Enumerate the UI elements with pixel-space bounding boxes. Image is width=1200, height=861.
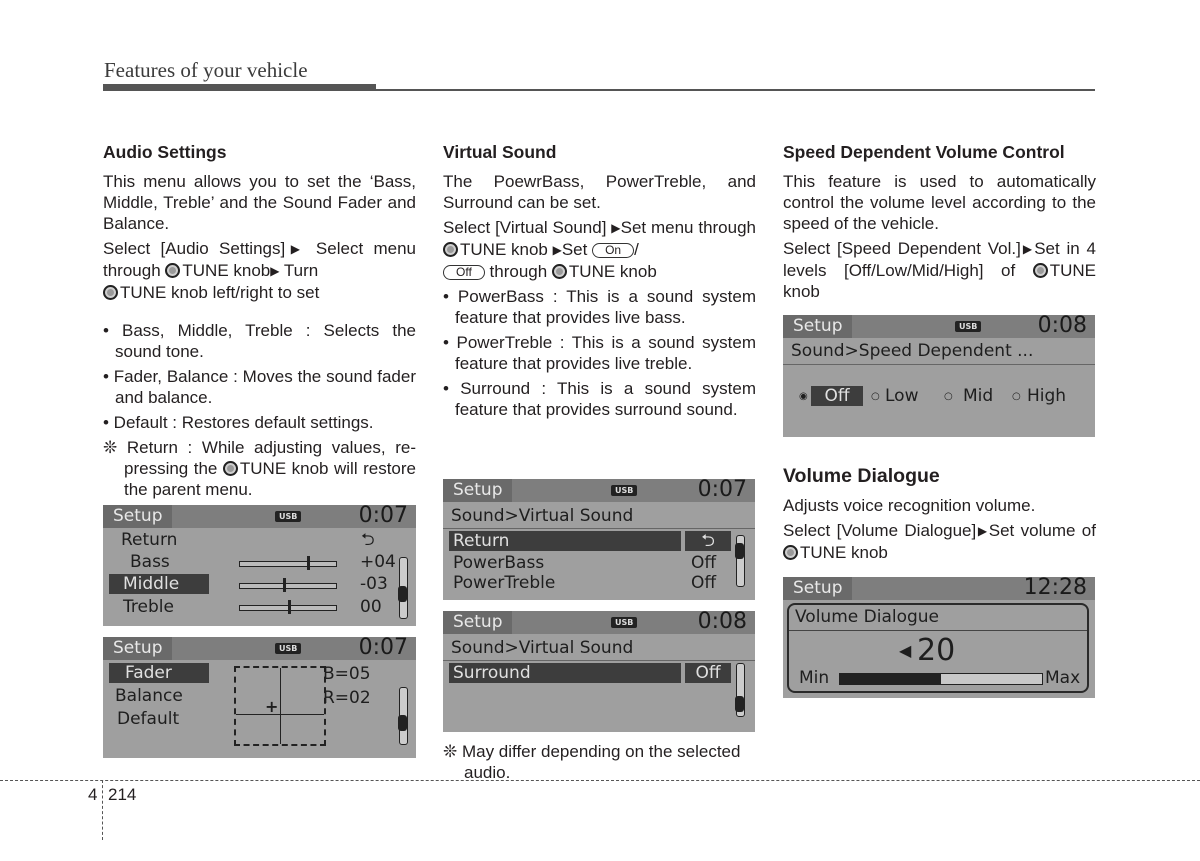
middle-value: -03 <box>360 574 388 594</box>
middle-slider[interactable] <box>239 583 337 589</box>
page-header-title: Features of your vehicle <box>104 58 308 82</box>
screen-time: 0:07 <box>697 479 747 502</box>
speed-volume-intro: This feature is used to automatically control the volume level according to the speed of the vehicle. <box>783 172 1096 233</box>
menu-item-default[interactable]: Default <box>117 709 180 729</box>
heading-speed-dependent-volume: Speed Dependent Volume Control <box>783 142 1065 162</box>
option-mid[interactable]: Mid <box>963 386 994 406</box>
column-audio-settings <box>103 141 416 500</box>
bullet-default: • Default : Restores default settings. <box>103 413 374 432</box>
bullet-powertreble: • PowerTreble : This is a sound system feature that provides live treble. <box>443 333 756 373</box>
usb-badge: USB <box>955 321 981 332</box>
note-differ: ❊ May differ depending on the selected audio. <box>443 742 741 782</box>
max-label: Max <box>1045 668 1081 688</box>
screen-volume-dialogue <box>783 577 1095 698</box>
usb-badge: USB <box>611 617 637 628</box>
header-rule <box>376 89 1095 91</box>
menu-path: Sound>Virtual Sound <box>451 506 634 526</box>
screen-audio-settings-1 <box>103 505 416 626</box>
bass-slider[interactable] <box>239 561 337 567</box>
menu-item-balance[interactable]: Balance <box>115 686 183 706</box>
bullet-fader-balance: • Fader, Balance : Moves the sound fader and balance. <box>103 367 416 407</box>
menu-item-surround[interactable]: Surround <box>449 663 681 683</box>
page-number: 214 <box>108 785 137 804</box>
treble-slider[interactable] <box>239 605 337 611</box>
menu-item-bass[interactable]: Bass <box>130 552 170 572</box>
screen-time: 12:28 <box>1023 577 1087 600</box>
fader-balance-grid[interactable] <box>234 666 326 746</box>
scrollbar[interactable] <box>399 557 408 619</box>
radio-icon: ○ <box>871 391 880 402</box>
volume-slider[interactable] <box>839 673 1043 685</box>
usb-badge: USB <box>611 485 637 496</box>
screen-time: 0:08 <box>1037 315 1087 338</box>
arrow-right-icon: ▶ <box>1020 242 1035 256</box>
option-low[interactable]: Low <box>885 386 919 406</box>
scroll-thumb[interactable] <box>735 696 744 712</box>
screen-time: 0:07 <box>358 505 408 528</box>
menu-item-powerbass[interactable]: PowerBass <box>453 553 545 573</box>
arrow-right-icon: ▶ <box>552 243 562 257</box>
menu-item-return[interactable]: Return <box>121 530 178 550</box>
note-return: ❊ Return : While adjusting values, re-pressing the TUNE knob will restore the parent menu. <box>103 438 416 499</box>
speaker-icon: ◀ <box>899 641 912 660</box>
screen-title: Setup <box>103 637 172 660</box>
powertreble-value: Off <box>691 573 717 593</box>
surround-value: Off <box>685 663 731 683</box>
radio-icon: ○ <box>944 391 953 402</box>
audio-intro: This menu allows you to set the ‘Bass, Middle, Treble’ and the Sound Fader and Balance. <box>103 172 416 233</box>
bullet-powerbass: • PowerBass : This is a sound system feature that provides live bass. <box>443 287 756 327</box>
arrow-right-icon: ▶ <box>611 221 621 235</box>
scroll-thumb[interactable] <box>398 586 407 602</box>
header-bar <box>103 84 376 91</box>
screen-audio-settings-2 <box>103 637 416 758</box>
option-high[interactable]: High <box>1027 386 1067 406</box>
screen-title: Setup <box>443 611 512 634</box>
bullet-bass-middle-treble: • Bass, Middle, Treble : Selects the sound tone. <box>103 321 416 361</box>
menu-item-fader[interactable]: Fader <box>109 663 209 683</box>
volume-dialogue-panel <box>787 603 1089 693</box>
tune-knob-icon <box>783 545 798 560</box>
audio-select-instructions: Select [Audio Settings]▶ Select menu through TUNE knob▶ Turn TUNE knob left/right to set <box>103 239 416 302</box>
chapter-number: 4 <box>88 785 98 804</box>
speed-volume-select-instructions: Select [Speed Dependent Vol.]▶Set in 4 levels [Off/Low/Mid/High] of TUNE knob <box>783 239 1096 301</box>
tune-knob-icon <box>443 242 458 257</box>
scrollbar[interactable] <box>399 687 408 745</box>
heading-audio-settings: Audio Settings <box>103 142 227 162</box>
tune-knob-icon <box>552 264 567 279</box>
tune-knob-icon <box>223 461 238 476</box>
virtual-sound-select-instructions: Select [Virtual Sound] ▶Set menu through TUNE knob ▶Set On / Off through TUNE knob <box>443 218 757 281</box>
menu-item-powertreble[interactable]: PowerTreble <box>453 573 556 593</box>
arrow-right-icon: ▶ <box>976 524 989 538</box>
off-button-icon: Off <box>443 265 485 280</box>
usb-badge: USB <box>275 511 301 522</box>
heading-virtual-sound: Virtual Sound <box>443 142 557 162</box>
position-marker-icon: + <box>265 697 279 716</box>
on-button-icon: On <box>592 243 634 258</box>
return-icon: ⮌ <box>685 531 731 551</box>
usb-badge: USB <box>275 643 301 654</box>
fader-value: B=05 <box>323 664 371 684</box>
virtual-sound-note-block <box>443 737 756 783</box>
footer-divider <box>102 780 103 840</box>
scrollbar[interactable] <box>736 535 745 587</box>
virtual-sound-intro: The PoewrBass, PowerTreble, and Surround can be set. <box>443 172 756 212</box>
volume-value: 20 <box>917 633 956 668</box>
balance-value: R=02 <box>323 688 371 708</box>
screen-virtual-sound-1 <box>443 479 755 600</box>
menu-item-treble[interactable]: Treble <box>123 597 174 617</box>
screen-time: 0:07 <box>358 637 408 660</box>
return-icon: ⮌ <box>361 530 375 550</box>
screen-title: Setup <box>443 479 512 502</box>
scroll-thumb[interactable] <box>398 715 407 731</box>
scrollbar[interactable] <box>736 663 745 717</box>
volume-dialogue-intro: Adjusts voice recognition volume. <box>783 496 1036 515</box>
min-label: Min <box>799 668 830 688</box>
heading-volume-dialogue: Volume Dialogue <box>783 465 940 487</box>
treble-value: 00 <box>360 597 382 617</box>
screen-title: Setup <box>783 577 852 600</box>
screen-title: Setup <box>103 505 172 528</box>
tune-knob-icon <box>1033 263 1048 278</box>
screen-title: Setup <box>783 315 852 338</box>
bullet-surround: • Surround : This is a sound system feature that provides surround sound. <box>443 379 756 419</box>
arrow-right-icon: ▶ <box>270 264 280 278</box>
bass-value: +04 <box>360 552 396 572</box>
screen-virtual-sound-2 <box>443 611 755 732</box>
volume-dialogue-select-instructions: Select [Volume Dialogue]▶Set volume of TUNE knob <box>783 521 1096 562</box>
menu-item-return[interactable]: Return <box>449 531 681 551</box>
radio-icon: ○ <box>1012 391 1021 402</box>
screen-speed-dependent <box>783 315 1095 437</box>
option-off[interactable]: Off <box>811 386 863 406</box>
footer-rule <box>0 780 1200 781</box>
column-speed-volume <box>783 141 1096 302</box>
tune-knob-icon <box>103 285 118 300</box>
menu-path: Sound>Virtual Sound <box>451 638 634 658</box>
screen-time: 0:08 <box>697 611 747 634</box>
radio-selected-icon: ◉ <box>799 391 808 402</box>
menu-item-middle[interactable]: Middle <box>109 574 209 594</box>
column-volume-dialogue <box>783 465 1096 563</box>
volume-dialogue-label: Volume Dialogue <box>795 607 940 627</box>
scroll-thumb[interactable] <box>735 543 744 559</box>
menu-path: Sound>Speed Dependent ... <box>791 341 1034 361</box>
tune-knob-icon <box>165 263 180 278</box>
arrow-right-icon: ▶ <box>285 242 306 256</box>
powerbass-value: Off <box>691 553 717 573</box>
column-virtual-sound <box>443 141 756 420</box>
